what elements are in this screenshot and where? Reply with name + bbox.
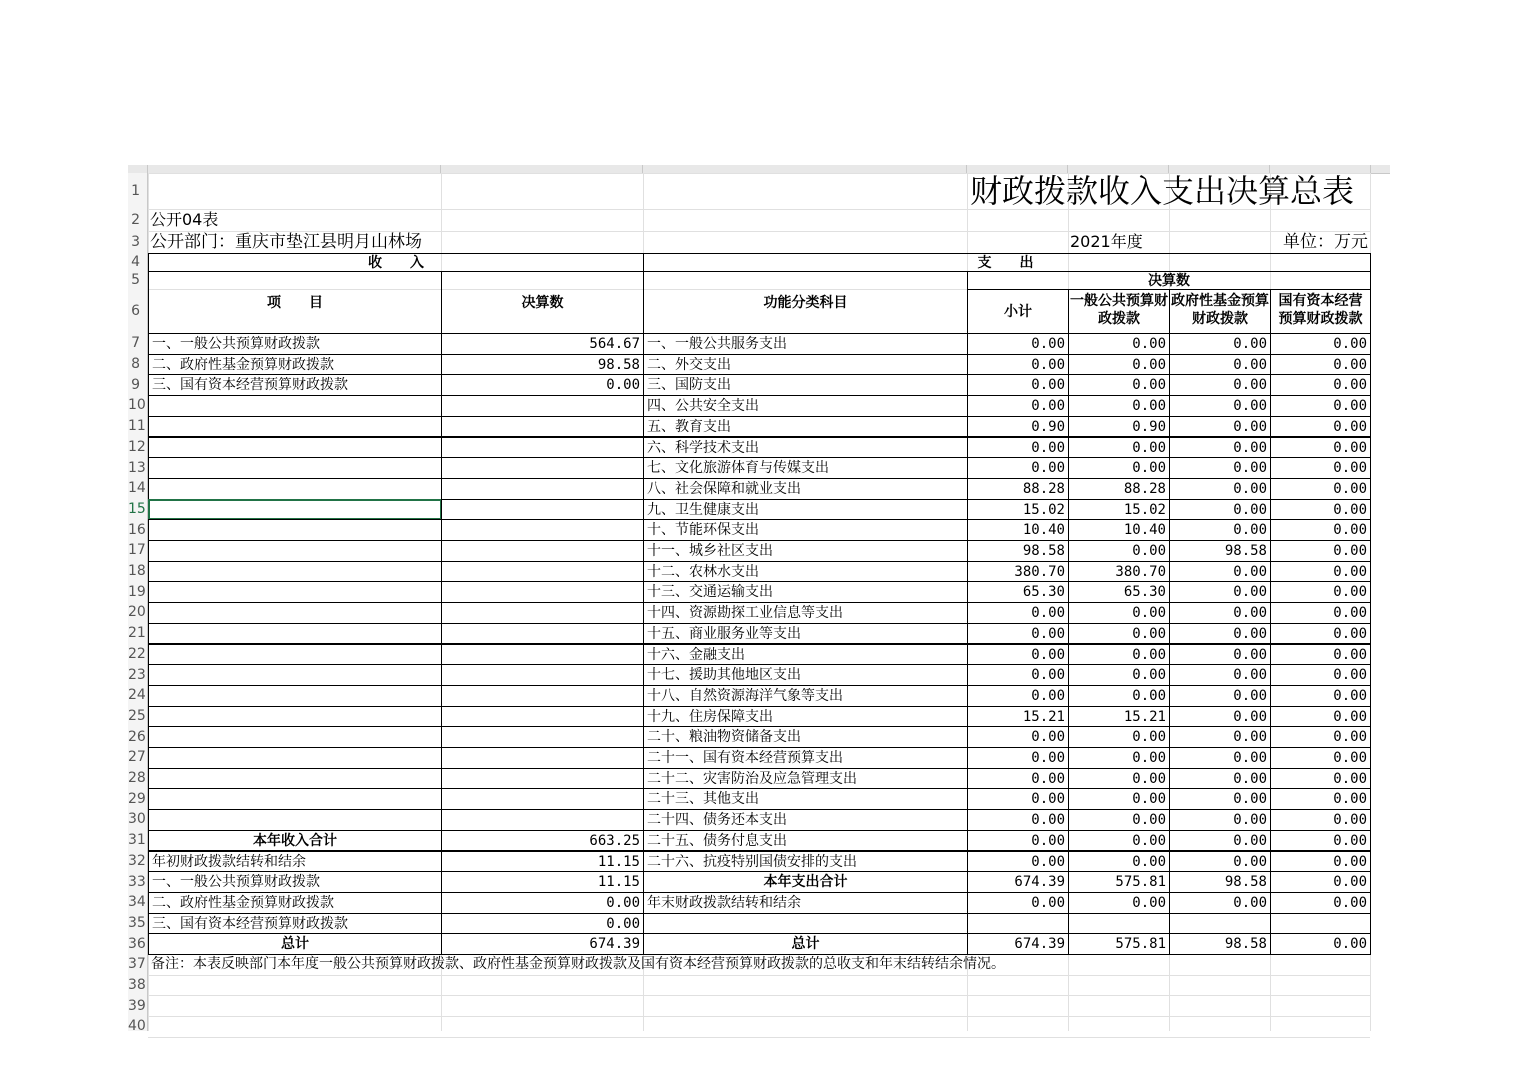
row-number[interactable]: 9 [131, 376, 140, 393]
form-number[interactable]: 公开04表 [150, 210, 219, 229]
expense-state-cell[interactable]: 0.00 [1270, 726, 1371, 748]
expense-fund-cell[interactable]: 0.00 [1169, 333, 1271, 355]
income-item-cell[interactable] [148, 561, 442, 583]
row-number[interactable]: 22 [128, 645, 146, 662]
expense-state-cell[interactable]: 0.00 [1270, 374, 1371, 396]
grand-expense-fund[interactable]: 98.58 [1169, 933, 1271, 955]
expense-fund-cell[interactable]: 0.00 [1169, 664, 1271, 686]
expense-subtotal-cell[interactable]: 15.02 [967, 499, 1069, 521]
income-item-cell[interactable] [148, 602, 442, 624]
expense-function-cell[interactable]: 十三、交通运输支出 [643, 581, 968, 603]
expense-subtotal-cell[interactable]: 0.00 [967, 851, 1069, 873]
expense-function-cell[interactable]: 十四、资源勘探工业信息等支出 [643, 602, 968, 624]
income-amount-cell[interactable] [441, 581, 644, 603]
income-amount-cell[interactable] [441, 561, 644, 583]
row-number[interactable]: 27 [128, 749, 146, 766]
grid-line-horizontal [148, 1016, 1370, 1017]
expense-general-cell[interactable]: 88.28 [1068, 478, 1170, 500]
income-amount-cell[interactable]: 0.00 [441, 374, 644, 396]
expense-function-cell[interactable]: 六、科学技术支出 [643, 437, 968, 459]
expense-general-cell[interactable]: 0.00 [1068, 685, 1170, 707]
row-number[interactable]: 4 [131, 254, 140, 270]
expense-total-subtotal[interactable]: 674.39 [967, 871, 1069, 893]
column-header-a[interactable] [148, 165, 441, 173]
expense-general-cell[interactable]: 0.00 [1068, 457, 1170, 479]
expense-general-cell[interactable]: 0.00 [1068, 644, 1170, 666]
expense-general-cell[interactable]: 0.00 [1068, 726, 1170, 748]
column-header-c[interactable] [643, 165, 967, 173]
expense-state-cell[interactable]: 0.00 [1270, 644, 1371, 666]
row-number[interactable]: 15 [128, 500, 146, 517]
year-end-subtotal[interactable]: 0.00 [967, 892, 1069, 914]
row-header-bar [128, 173, 148, 1035]
expense-function-cell[interactable]: 三、国防支出 [643, 374, 968, 396]
year-end-fund[interactable]: 0.00 [1169, 892, 1271, 914]
year-end-general[interactable]: 0.00 [1068, 892, 1170, 914]
row-number[interactable]: 12 [128, 438, 146, 455]
expense-function-cell[interactable]: 十六、金融支出 [643, 644, 968, 666]
expense-function-cell[interactable]: 二十五、债务付息支出 [643, 830, 968, 852]
row-number[interactable]: 3 [131, 234, 140, 250]
expense-function-cell[interactable]: 九、卫生健康支出 [643, 499, 968, 521]
expense-fund-cell[interactable]: 0.00 [1169, 457, 1271, 479]
expense-general-cell[interactable]: 0.90 [1068, 416, 1170, 438]
column-state-capital-header[interactable]: 国有资本经营预算财政拨款 [1270, 289, 1371, 334]
income-amount-cell[interactable] [441, 664, 644, 686]
income-total-value[interactable]: 663.25 [441, 830, 644, 852]
row-number[interactable]: 30 [128, 811, 146, 828]
row-number[interactable]: 31 [128, 832, 146, 849]
row-number[interactable]: 37 [128, 956, 146, 973]
grand-expense-label[interactable]: 总计 [643, 933, 968, 955]
expense-fund-cell[interactable]: 0.00 [1169, 499, 1271, 521]
row-number[interactable]: 20 [128, 604, 146, 621]
income-item-cell[interactable] [148, 437, 442, 459]
column-general-budget-header[interactable]: 一般公共预算财政拨款 [1068, 289, 1170, 334]
expense-general-cell[interactable]: 0.00 [1068, 354, 1170, 376]
expense-fund-cell[interactable]: 0.00 [1169, 706, 1271, 728]
expense-general-cell[interactable]: 0.00 [1068, 395, 1170, 417]
expense-fund-cell[interactable]: 0.00 [1169, 851, 1271, 873]
expense-subtotal-cell[interactable]: 0.00 [967, 664, 1069, 686]
expense-general-cell[interactable]: 0.00 [1068, 830, 1170, 852]
row-number[interactable]: 16 [128, 521, 146, 538]
expense-subtotal-cell[interactable]: 0.00 [967, 747, 1069, 769]
column-subtotal-header[interactable]: 小计 [967, 289, 1069, 334]
expense-subtotal-cell[interactable]: 0.00 [967, 830, 1069, 852]
expense-subtotal-cell[interactable]: 0.90 [967, 416, 1069, 438]
empty-cell[interactable] [1068, 913, 1170, 935]
row-number[interactable]: 10 [128, 397, 146, 414]
income-item-cell[interactable] [148, 747, 442, 769]
expense-function-cell[interactable]: 二十四、债务还本支出 [643, 809, 968, 831]
expense-general-cell[interactable]: 0.00 [1068, 623, 1170, 645]
income-amount-cell[interactable]: 98.58 [441, 354, 644, 376]
income-item-cell[interactable] [148, 478, 442, 500]
expense-fund-cell[interactable]: 0.00 [1169, 644, 1271, 666]
row-number[interactable]: 11 [128, 418, 146, 435]
expense-general-cell[interactable]: 65.30 [1068, 581, 1170, 603]
expense-general-cell[interactable]: 0.00 [1068, 333, 1170, 355]
expense-function-cell[interactable]: 二十一、国有资本经营预算支出 [643, 747, 968, 769]
expense-subtotal-cell[interactable]: 0.00 [967, 457, 1069, 479]
income-item-cell[interactable] [148, 581, 442, 603]
expense-general-cell[interactable]: 15.21 [1068, 706, 1170, 728]
expense-general-cell[interactable]: 15.02 [1068, 499, 1170, 521]
expense-state-cell[interactable]: 0.00 [1270, 706, 1371, 728]
expense-fund-cell[interactable]: 0.00 [1169, 685, 1271, 707]
spreadsheet [128, 165, 1390, 1035]
income-amount-cell[interactable] [441, 623, 644, 645]
income-amount-cell[interactable] [441, 457, 644, 479]
expense-total-general[interactable]: 575.81 [1068, 871, 1170, 893]
year-end-label[interactable]: 年末财政拨款结转和结余 [643, 892, 968, 914]
expense-subtotal-cell[interactable]: 0.00 [967, 788, 1069, 810]
expense-subtotal-cell[interactable]: 0.00 [967, 809, 1069, 831]
grid-line-horizontal [148, 995, 1370, 996]
income-total-label[interactable]: 本年收入合计 [148, 830, 442, 852]
grand-income-value[interactable]: 674.39 [441, 933, 644, 955]
expense-function-cell[interactable]: 七、文化旅游体育与传媒支出 [643, 457, 968, 479]
income-item-cell[interactable] [148, 416, 442, 438]
unit-label[interactable]: 单位：万元 [1283, 232, 1368, 252]
expense-fund-cell[interactable]: 0.00 [1169, 830, 1271, 852]
expense-general-cell[interactable]: 0.00 [1068, 768, 1170, 790]
year-label[interactable]: 2021年度 [1070, 232, 1143, 251]
expense-subtotal-cell[interactable]: 0.00 [967, 374, 1069, 396]
row-number[interactable]: 24 [128, 687, 146, 704]
row-number[interactable]: 18 [128, 563, 146, 580]
row-number[interactable]: 23 [128, 666, 146, 683]
expense-fund-cell[interactable]: 0.00 [1169, 478, 1271, 500]
expense-general-cell[interactable]: 0.00 [1068, 747, 1170, 769]
expense-general-cell[interactable]: 0.00 [1068, 437, 1170, 459]
carry-item-cell[interactable]: 一、一般公共预算财政拨款 [148, 871, 442, 893]
expense-subtotal-cell[interactable]: 0.00 [967, 602, 1069, 624]
expense-fund-cell[interactable]: 0.00 [1169, 437, 1271, 459]
income-amount-cell[interactable] [441, 747, 644, 769]
empty-cell[interactable] [1270, 913, 1371, 935]
row-number[interactable]: 5 [131, 272, 140, 288]
expense-function-cell[interactable]: 二十二、灾害防治及应急管理支出 [643, 768, 968, 790]
row-number[interactable]: 13 [128, 459, 146, 476]
expense-subtotal-cell[interactable]: 0.00 [967, 354, 1069, 376]
department-label[interactable]: 公开部门：重庆市垫江县明月山林场 [150, 232, 422, 252]
expense-state-cell[interactable]: 0.00 [1270, 540, 1371, 562]
expense-function-cell[interactable]: 十二、农林水支出 [643, 561, 968, 583]
expense-state-cell[interactable]: 0.00 [1270, 623, 1371, 645]
expense-section-header[interactable]: 支 出 [643, 253, 1371, 272]
expense-fund-cell[interactable]: 0.00 [1169, 726, 1271, 748]
grand-expense-state[interactable]: 0.00 [1270, 933, 1371, 955]
row-number[interactable]: 35 [128, 914, 146, 931]
income-item-cell[interactable] [148, 809, 442, 831]
expense-function-cell[interactable]: 十七、援助其他地区支出 [643, 664, 968, 686]
expense-subtotal-cell[interactable]: 380.70 [967, 561, 1069, 583]
expense-state-cell[interactable]: 0.00 [1270, 416, 1371, 438]
expense-fund-cell[interactable]: 0.00 [1169, 395, 1271, 417]
expense-state-cell[interactable]: 0.00 [1270, 664, 1371, 686]
expense-state-cell[interactable]: 0.00 [1270, 333, 1371, 355]
expense-function-cell[interactable]: 五、教育支出 [643, 416, 968, 438]
expense-function-cell[interactable]: 十一、城乡社区支出 [643, 540, 968, 562]
expense-subtotal-cell[interactable]: 0.00 [967, 333, 1069, 355]
row-number[interactable]: 1 [131, 183, 140, 199]
expense-function-cell[interactable]: 一、一般公共服务支出 [643, 333, 968, 355]
expense-subtotal-cell[interactable]: 98.58 [967, 540, 1069, 562]
expense-state-cell[interactable]: 0.00 [1270, 602, 1371, 624]
expense-function-cell[interactable]: 二十三、其他支出 [643, 788, 968, 810]
income-amount-cell[interactable] [441, 540, 644, 562]
income-item-cell[interactable]: 三、国有资本经营预算财政拨款 [148, 374, 442, 396]
income-amount-cell[interactable] [441, 478, 644, 500]
expense-subtotal-cell[interactable]: 0.00 [967, 768, 1069, 790]
expense-general-cell[interactable]: 10.40 [1068, 519, 1170, 541]
expense-subtotal-cell[interactable]: 10.40 [967, 519, 1069, 541]
expense-fund-cell[interactable]: 0.00 [1169, 623, 1271, 645]
expense-state-cell[interactable]: 0.00 [1270, 788, 1371, 810]
column-item-header[interactable]: 项 目 [148, 271, 442, 334]
row-number[interactable]: 25 [128, 707, 146, 724]
expense-total-fund[interactable]: 98.58 [1169, 871, 1271, 893]
expense-state-cell[interactable]: 0.00 [1270, 561, 1371, 583]
income-item-cell[interactable] [148, 499, 442, 521]
carry-amount-cell[interactable]: 0.00 [441, 892, 644, 914]
income-item-cell[interactable] [148, 685, 442, 707]
expense-subtotal-cell[interactable]: 15.21 [967, 706, 1069, 728]
income-item-cell[interactable] [148, 664, 442, 686]
income-item-cell[interactable] [148, 788, 442, 810]
expense-fund-cell[interactable]: 0.00 [1169, 354, 1271, 376]
cell-grid [148, 173, 1390, 1031]
row-number[interactable]: 38 [128, 977, 146, 994]
income-item-cell[interactable] [148, 540, 442, 562]
row-number[interactable]: 39 [128, 997, 146, 1014]
row-number[interactable]: 19 [128, 583, 146, 600]
expense-subtotal-cell[interactable]: 0.00 [967, 644, 1069, 666]
expense-total-state[interactable]: 0.00 [1270, 871, 1371, 893]
income-amount-cell[interactable] [441, 437, 644, 459]
expense-function-cell[interactable]: 二、外交支出 [643, 354, 968, 376]
expense-state-cell[interactable]: 0.00 [1270, 519, 1371, 541]
expense-fund-cell[interactable]: 0.00 [1169, 747, 1271, 769]
income-amount-cell[interactable] [441, 644, 644, 666]
carry-amount-cell[interactable]: 11.15 [441, 871, 644, 893]
column-header-b[interactable] [441, 165, 643, 173]
expense-function-cell[interactable]: 十九、住房保障支出 [643, 706, 968, 728]
expense-fund-cell[interactable]: 0.00 [1169, 788, 1271, 810]
expense-state-cell[interactable]: 0.00 [1270, 830, 1371, 852]
expense-function-cell[interactable]: 十八、自然资源海洋气象等支出 [643, 685, 968, 707]
expense-subtotal-cell[interactable]: 0.00 [967, 623, 1069, 645]
expense-state-cell[interactable]: 0.00 [1270, 685, 1371, 707]
grand-expense-subtotal[interactable]: 674.39 [967, 933, 1069, 955]
expense-subtotal-cell[interactable]: 65.30 [967, 581, 1069, 603]
expense-state-cell[interactable]: 0.00 [1270, 851, 1371, 873]
income-item-cell[interactable]: 二、政府性基金预算财政拨款 [148, 354, 442, 376]
empty-cell[interactable] [967, 913, 1069, 935]
row-number[interactable]: 6 [131, 303, 140, 319]
expense-fund-cell[interactable]: 0.00 [1169, 561, 1271, 583]
column-fund-budget-header[interactable]: 政府性基金预算财政拨款 [1169, 289, 1271, 334]
expense-general-cell[interactable]: 380.70 [1068, 561, 1170, 583]
expense-state-cell[interactable]: 0.00 [1270, 768, 1371, 790]
expense-fund-cell[interactable]: 0.00 [1169, 809, 1271, 831]
expense-fund-cell[interactable]: 0.00 [1169, 519, 1271, 541]
income-amount-cell[interactable] [441, 706, 644, 728]
row-number[interactable]: 28 [128, 770, 146, 787]
income-amount-cell[interactable] [441, 726, 644, 748]
expense-general-cell[interactable]: 0.00 [1068, 540, 1170, 562]
income-item-cell[interactable]: 一、一般公共预算财政拨款 [148, 333, 442, 355]
expense-general-cell[interactable]: 0.00 [1068, 809, 1170, 831]
expense-state-cell[interactable]: 0.00 [1270, 437, 1371, 459]
row-number[interactable]: 26 [128, 728, 146, 745]
expense-state-cell[interactable]: 0.00 [1270, 499, 1371, 521]
expense-fund-cell[interactable]: 0.00 [1169, 374, 1271, 396]
select-all-corner[interactable] [128, 165, 148, 173]
expense-state-cell[interactable]: 0.00 [1270, 809, 1371, 831]
row-number[interactable]: 21 [128, 625, 146, 642]
row-number[interactable]: 40 [128, 1018, 146, 1035]
income-amount-cell[interactable] [441, 499, 644, 521]
expense-state-cell[interactable]: 0.00 [1270, 747, 1371, 769]
column-amount-header[interactable]: 决算数 [441, 271, 644, 334]
expense-function-cell[interactable]: 十五、商业服务业等支出 [643, 623, 968, 645]
expense-subtotal-cell[interactable]: 88.28 [967, 478, 1069, 500]
expense-subtotal-cell[interactable]: 0.00 [967, 685, 1069, 707]
carry-amount-cell[interactable]: 0.00 [441, 913, 644, 935]
income-item-cell[interactable] [148, 457, 442, 479]
expense-function-cell[interactable]: 二十、粮油物资储备支出 [643, 726, 968, 748]
income-item-cell[interactable] [148, 726, 442, 748]
sheet-title[interactable]: 财政拨款收入支出决算总表 [970, 172, 1355, 210]
grand-income-label[interactable]: 总计 [148, 933, 442, 955]
expense-state-cell[interactable]: 0.00 [1270, 581, 1371, 603]
footnote[interactable]: 备注：本表反映部门本年度一般公共预算财政拨款、政府性基金预算财政拨款及国有资本经营预算财政拨款的总收支和年末结转结余情况。 [151, 956, 1005, 972]
column-settlement-header[interactable]: 决算数 [967, 271, 1371, 290]
empty-cell[interactable] [643, 913, 968, 935]
expense-state-cell[interactable]: 0.00 [1270, 478, 1371, 500]
expense-fund-cell[interactable]: 0.00 [1169, 768, 1271, 790]
expense-general-cell[interactable]: 0.00 [1068, 664, 1170, 686]
column-function-header[interactable]: 功能分类科目 [643, 271, 968, 334]
expense-function-cell[interactable]: 二十六、抗疫特别国债安排的支出 [643, 851, 968, 873]
income-item-cell[interactable] [148, 706, 442, 728]
expense-general-cell[interactable]: 0.00 [1068, 851, 1170, 873]
income-section-header[interactable]: 收 入 [148, 253, 644, 272]
row-number[interactable]: 8 [131, 356, 140, 373]
income-item-cell[interactable] [148, 519, 442, 541]
expense-function-cell[interactable]: 十、节能环保支出 [643, 519, 968, 541]
grand-expense-general[interactable]: 575.81 [1068, 933, 1170, 955]
income-amount-cell[interactable] [441, 602, 644, 624]
expense-fund-cell[interactable]: 0.00 [1169, 581, 1271, 603]
carryover-value[interactable]: 11.15 [441, 851, 644, 873]
expense-general-cell[interactable]: 0.00 [1068, 374, 1170, 396]
row-number[interactable]: 17 [128, 542, 146, 559]
carry-item-cell[interactable]: 三、国有资本经营预算财政拨款 [148, 913, 442, 935]
expense-subtotal-cell[interactable]: 0.00 [967, 437, 1069, 459]
row-number[interactable]: 33 [128, 873, 146, 890]
expense-subtotal-cell[interactable]: 0.00 [967, 395, 1069, 417]
income-amount-cell[interactable] [441, 519, 644, 541]
expense-function-cell[interactable]: 八、社会保障和就业支出 [643, 478, 968, 500]
grid-line-horizontal [148, 1037, 1370, 1038]
row-number[interactable]: 29 [128, 790, 146, 807]
income-amount-cell[interactable] [441, 395, 644, 417]
expense-general-cell[interactable]: 0.00 [1068, 602, 1170, 624]
income-amount-cell[interactable] [441, 809, 644, 831]
income-amount-cell[interactable]: 564.67 [441, 333, 644, 355]
row-number[interactable]: 14 [128, 480, 146, 497]
row-number[interactable]: 2 [131, 212, 140, 228]
income-amount-cell[interactable] [441, 788, 644, 810]
row-number[interactable]: 7 [131, 335, 140, 352]
expense-state-cell[interactable]: 0.00 [1270, 457, 1371, 479]
income-item-cell[interactable] [148, 623, 442, 645]
expense-fund-cell[interactable]: 0.00 [1169, 602, 1271, 624]
income-item-cell[interactable] [148, 768, 442, 790]
expense-general-cell[interactable]: 0.00 [1068, 788, 1170, 810]
carry-item-cell[interactable]: 二、政府性基金预算财政拨款 [148, 892, 442, 914]
empty-cell[interactable] [1169, 913, 1271, 935]
expense-total-label[interactable]: 本年支出合计 [643, 871, 968, 893]
row-number[interactable]: 36 [128, 935, 146, 952]
income-item-cell[interactable] [148, 395, 442, 417]
income-amount-cell[interactable] [441, 416, 644, 438]
expense-fund-cell[interactable]: 98.58 [1169, 540, 1271, 562]
row-number[interactable]: 32 [128, 852, 146, 869]
income-amount-cell[interactable] [441, 685, 644, 707]
expense-state-cell[interactable]: 0.00 [1270, 395, 1371, 417]
expense-subtotal-cell[interactable]: 0.00 [967, 726, 1069, 748]
expense-fund-cell[interactable]: 0.00 [1169, 416, 1271, 438]
expense-function-cell[interactable]: 四、公共安全支出 [643, 395, 968, 417]
income-item-cell[interactable] [148, 644, 442, 666]
carryover-label[interactable]: 年初财政拨款结转和结余 [148, 851, 442, 873]
expense-state-cell[interactable]: 0.00 [1270, 354, 1371, 376]
row-number[interactable]: 34 [128, 894, 146, 911]
income-amount-cell[interactable] [441, 768, 644, 790]
year-end-state[interactable]: 0.00 [1270, 892, 1371, 914]
